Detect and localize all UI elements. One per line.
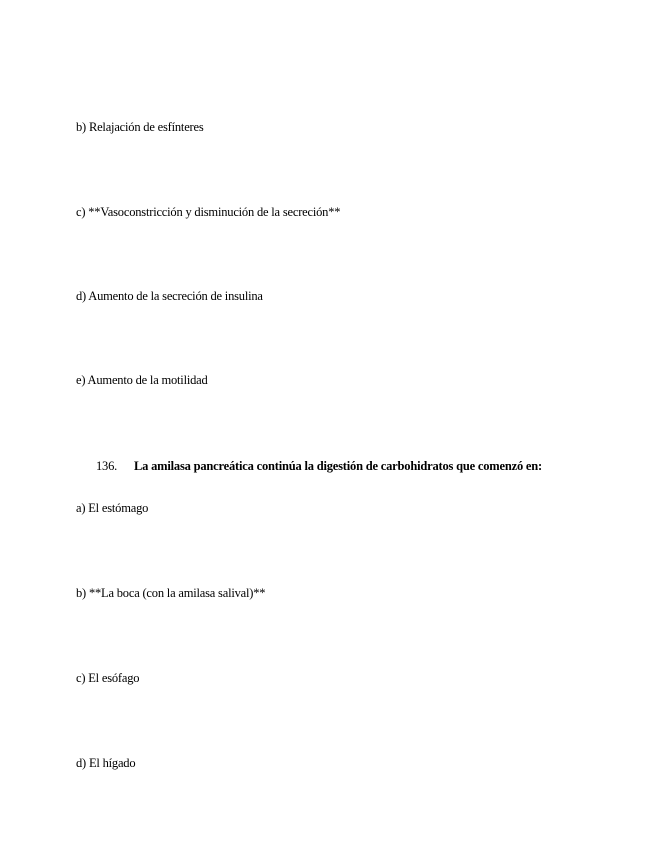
option-d-previous: d) Aumento de la secreción de insulina (76, 289, 263, 303)
option-c-previous: c) **Vasoconstricción y disminución de la secreción** (76, 205, 341, 219)
option-a: a) El estómago (76, 501, 149, 515)
option-d: d) El hígado (76, 756, 136, 770)
option-b-previous: b) Relajación de esfínteres (76, 120, 204, 134)
question-136 (96, 458, 542, 474)
option-b: b) **La boca (con la amilasa salival)** (76, 586, 266, 600)
option-c: c) El esófago (76, 671, 140, 685)
question-text: La amilasa pancreática continúa la digestión de carbohidratos que comenzó en: (134, 459, 542, 473)
option-e-previous: e) Aumento de la motilidad (76, 373, 208, 387)
question-number: 136. (96, 459, 118, 473)
